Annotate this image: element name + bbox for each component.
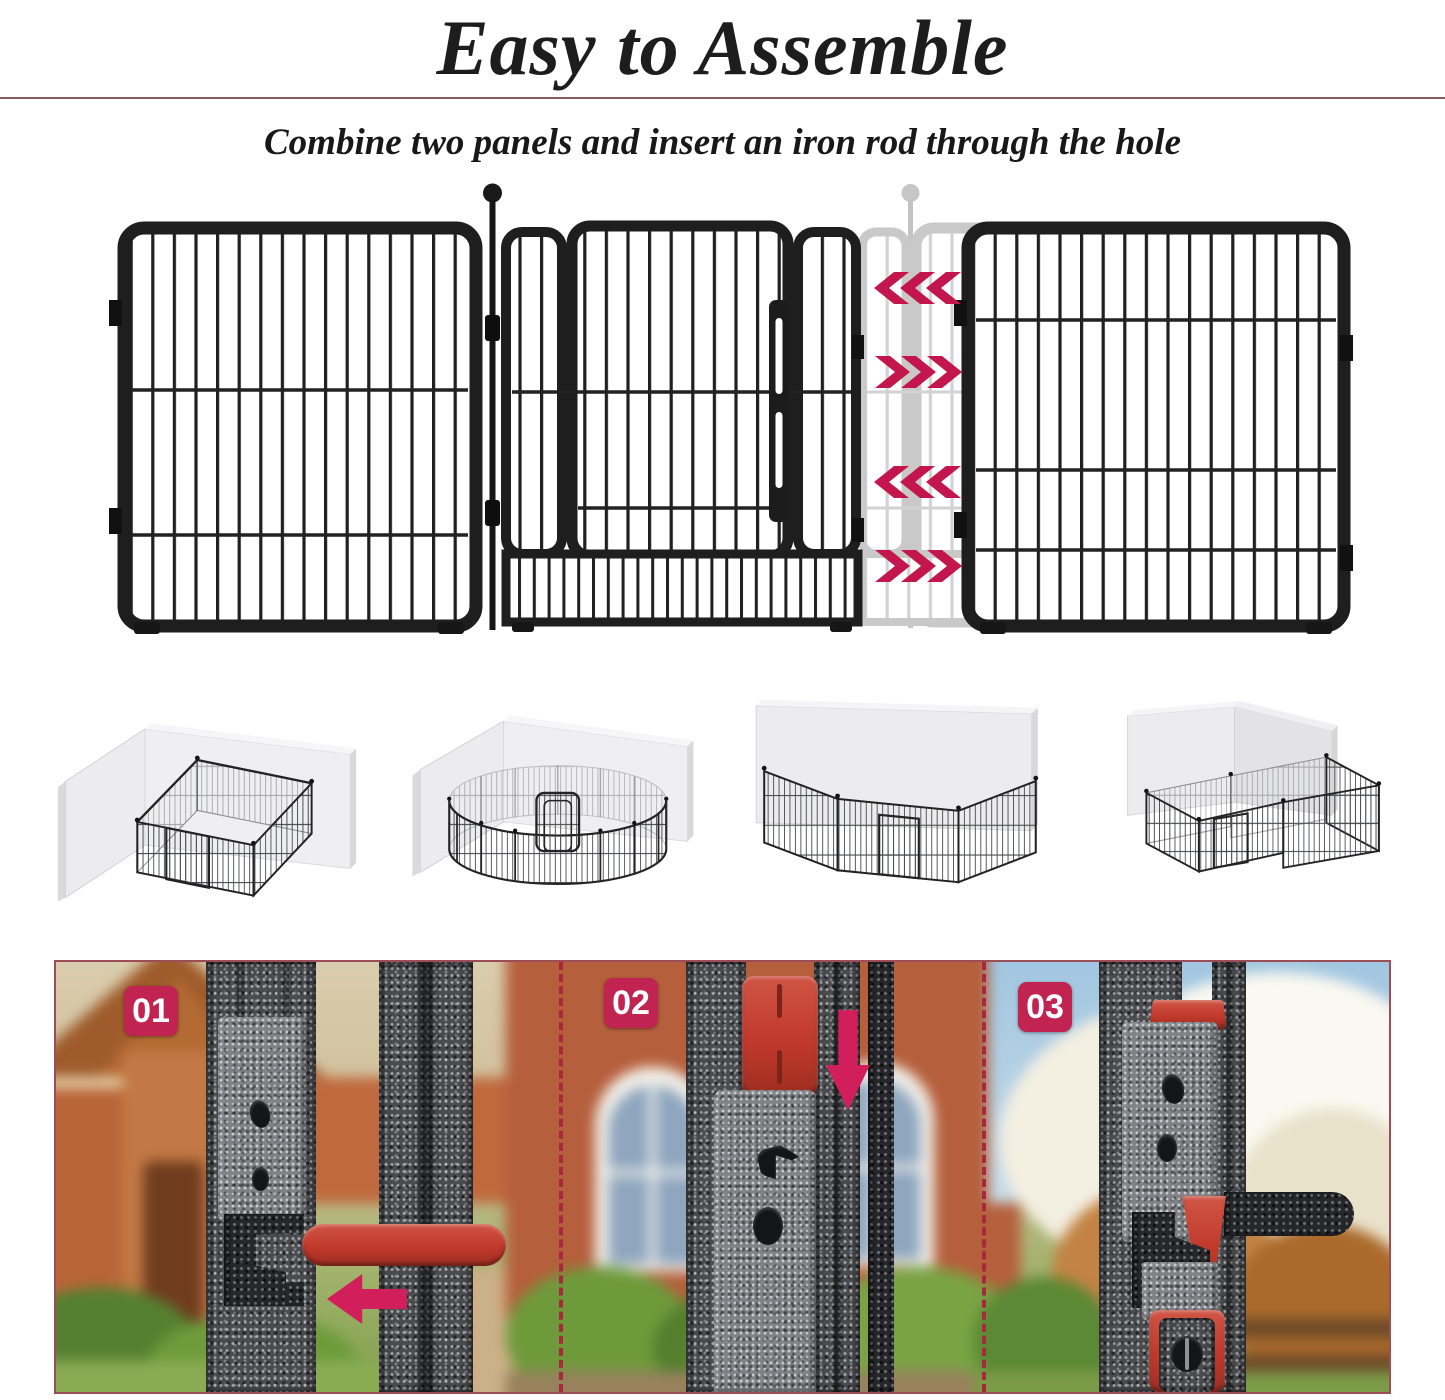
step-divider-dashed [982, 962, 986, 1392]
left-wide-panel [109, 228, 476, 634]
layout-fence-along-wall [739, 676, 1059, 904]
locked-rod-horizontal [1224, 1192, 1354, 1236]
layout-square-pen-in-corner [52, 676, 362, 904]
fence-post-plain [379, 962, 473, 1392]
layout-circular-pen [395, 676, 705, 904]
step-badge-01: 01 [124, 986, 178, 1036]
iron-rod [483, 184, 502, 631]
layout-examples-row [52, 676, 1392, 910]
bracket-hole [252, 1167, 269, 1191]
door-panel-unit [506, 226, 864, 632]
step-badge-03: 03 [1018, 982, 1072, 1032]
connector-hole [1171, 1336, 1203, 1372]
circle-pen [447, 766, 668, 884]
red-rod-flat-top [742, 976, 818, 1096]
right-wide-panel [954, 228, 1353, 634]
bracket-hole [1157, 1134, 1177, 1162]
page-title: Easy to Assemble [436, 4, 1009, 91]
title-divider-line [0, 97, 1445, 99]
bracket-hole [753, 1207, 783, 1245]
layout-double-pen-corner [1092, 676, 1392, 904]
panel-assembly-diagram [0, 170, 1445, 675]
step-divider-dashed [559, 962, 563, 1392]
subtitle: Combine two panels and insert an iron rod through the hole [263, 122, 1181, 163]
fence-post-right-bar [868, 962, 894, 1392]
assembly-steps-photo [54, 960, 1391, 1394]
step-badge-02: 02 [604, 978, 658, 1028]
red-iron-rod [302, 1224, 506, 1266]
